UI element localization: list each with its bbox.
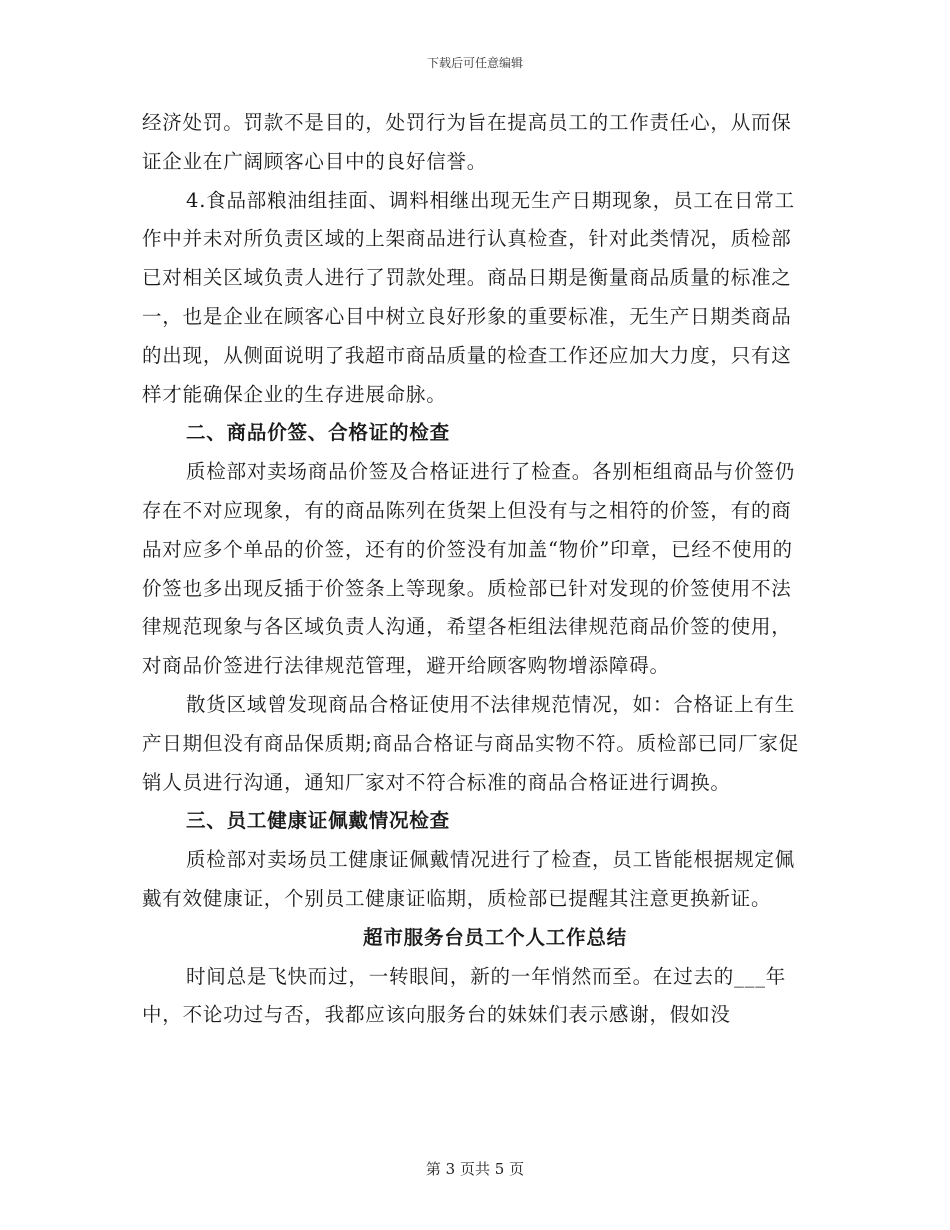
document-title: 超市服务台员工个人工作总结: [363, 925, 627, 949]
section-heading: 三、员工健康证佩戴情况检查: [186, 809, 450, 833]
section-heading: 二、商品价签、合格证的检查: [186, 421, 450, 445]
body-paragraph: 时间总是飞快而过，一转眼间，新的一年悄然而至。在过去的___年中，不论功过与否，我都应该向服务台的妹妹们表示感谢，假如没: [142, 964, 787, 1027]
body-paragraph: 4.食品部粮油组挂面、调料相继出现无生产日期现象，员工在日常工作中并未对所负责区域的上架商品进行认真检查，针对此类情况，质检部已对相关区域负责人进行了罚款处理。商品日期是衡量商品质量的标准之一，也是企业在顾客心目中树立良好形象的重要标准，无生产日期类商品的出现，从侧面说明了我超市商品质量的检查工作还应加大力度，只有这样才能确保企业的生存进展命脉。: [142, 188, 795, 406]
body-paragraph: 质检部对卖场商品价签及合格证进行了检查。各别柜组商品与价签仍存在不对应现象，有的商品陈列在货架上但没有与之相符的价签，有的商品对应多个单品的价签，还有的价签没有加盖“物价”印章，已经不使用的价签也多出现反插于价签条上等现象。质检部已针对发现的价签使用不法律规范现象与各区域负责人沟通，希望各柜组法律规范商品价签的使用，对商品价签进行法律规范管理，避开给顾客购物增添障碍。: [142, 460, 796, 678]
document-body: [142, 104, 808, 1035]
body-paragraph: 经济处罚。罚款不是目的，处罚行为旨在提高员工的工作责任心，从而保证企业在广阔顾客心目中的良好信誉。: [142, 111, 792, 173]
body-paragraph: 质检部对卖场员工健康证佩戴情况进行了检查，员工皆能根据规定佩戴有效健康证，个别员工健康证临期，质检部已提醒其注意更换新证。: [142, 848, 796, 910]
page-header: 下载后可任意编辑: [426, 56, 523, 70]
body-paragraph: 散货区域曾发现商品合格证使用不法律规范情况，如：合格证上有生产日期但没有商品保质期;商品合格证与商品实物不符。质检部已同厂家促销人员进行沟通，通知厂家对不符合标准的商品合格证进行调换。: [142, 692, 799, 794]
page-footer: 第 3 页共 5 页: [425, 1160, 525, 1178]
